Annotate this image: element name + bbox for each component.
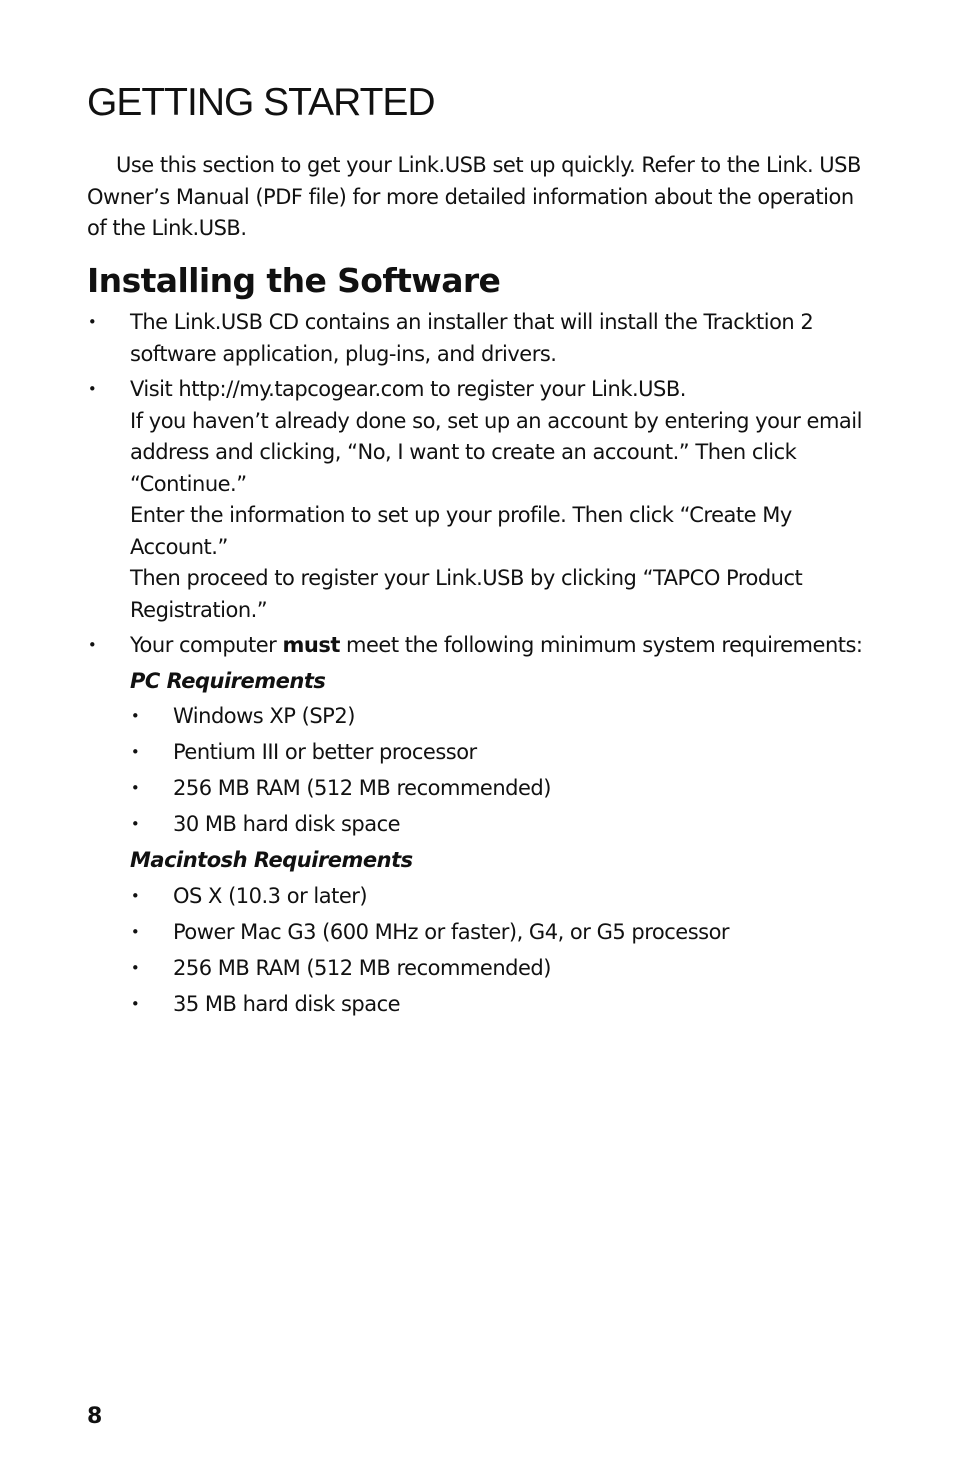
bullet-icon: • <box>130 922 140 941</box>
cd-text: The Link.USB CD contains an installer that will install the Tracktion 2 software application, plug-ins, and drivers. <box>130 310 814 366</box>
bullet-icon: • <box>130 886 140 905</box>
register-product-text: Then proceed to register your Link.USB by clicking “TAPCO Product Registration.” <box>130 566 803 622</box>
list-item-requirements <box>87 630 877 1020</box>
list-item <box>130 953 877 985</box>
list-item-cd <box>87 307 877 370</box>
register-profile-text: Enter the information to set up your profile. Then click “Create My Account.” <box>130 503 792 559</box>
bullet-icon: • <box>130 743 140 761</box>
intro-paragraph: Use this section to get your Link.USB set up quickly. Refer to the Link. USB Owner’s Manual (PDF file) for more detailed information about the operation of the Link.USB. <box>87 153 861 240</box>
bullet-icon: • <box>130 994 140 1013</box>
bullet-icon: • <box>87 636 97 654</box>
requirements-emphasis: must <box>282 633 340 657</box>
requirements-text <box>130 630 877 662</box>
installation-list <box>87 307 877 1025</box>
requirements-text-after: meet the following minimum system requirements: <box>346 633 863 657</box>
pc-requirements-heading: PC Requirements <box>130 668 326 693</box>
list-item <box>130 917 877 949</box>
requirements-text-before: Your computer <box>130 633 277 657</box>
list-item <box>130 737 877 769</box>
bullet-icon: • <box>130 815 140 833</box>
pc-requirements-list <box>130 701 877 841</box>
pc-requirement-text: 256 MB RAM (512 MB recommended) <box>173 776 551 800</box>
list-item <box>130 881 877 913</box>
mac-requirement-text: 256 MB RAM (512 MB recommended) <box>173 955 551 980</box>
list-item <box>130 989 877 1021</box>
list-item-register <box>87 374 877 626</box>
section-heading: Installing the Software <box>87 261 501 300</box>
mac-requirements-heading: Macintosh Requirements <box>130 848 413 872</box>
list-item <box>130 809 877 841</box>
pc-requirement-text: 30 MB hard disk space <box>173 812 401 836</box>
bullet-icon: • <box>130 707 140 725</box>
bullet-icon: • <box>130 958 140 977</box>
mac-requirements-list <box>130 881 877 1021</box>
mac-requirement-text: OS X (10.3 or later) <box>173 883 368 908</box>
page-number: 8 <box>87 1404 103 1429</box>
mac-requirement-text: Power Mac G3 (600 MHz or faster), G4, or G5 processor <box>173 919 730 944</box>
register-account-text: If you haven’t already done so, set up an account by entering your email address and clicking, “No, I want to create an account.” Then click “Continue.” <box>130 408 862 496</box>
pc-requirement-text: Windows XP (SP2) <box>173 704 355 728</box>
list-item <box>130 773 877 805</box>
mac-requirement-text: 35 MB hard disk space <box>173 991 401 1016</box>
page-title: GETTING STARTED <box>87 81 435 124</box>
bullet-icon: • <box>87 380 97 398</box>
pc-requirement-text: Pentium III or better processor <box>173 740 477 764</box>
bullet-icon: • <box>87 313 97 331</box>
bullet-icon: • <box>130 779 140 797</box>
list-item <box>130 701 877 733</box>
register-visit-text: Visit http://my.tapcogear.com to register your Link.USB. <box>130 377 686 401</box>
